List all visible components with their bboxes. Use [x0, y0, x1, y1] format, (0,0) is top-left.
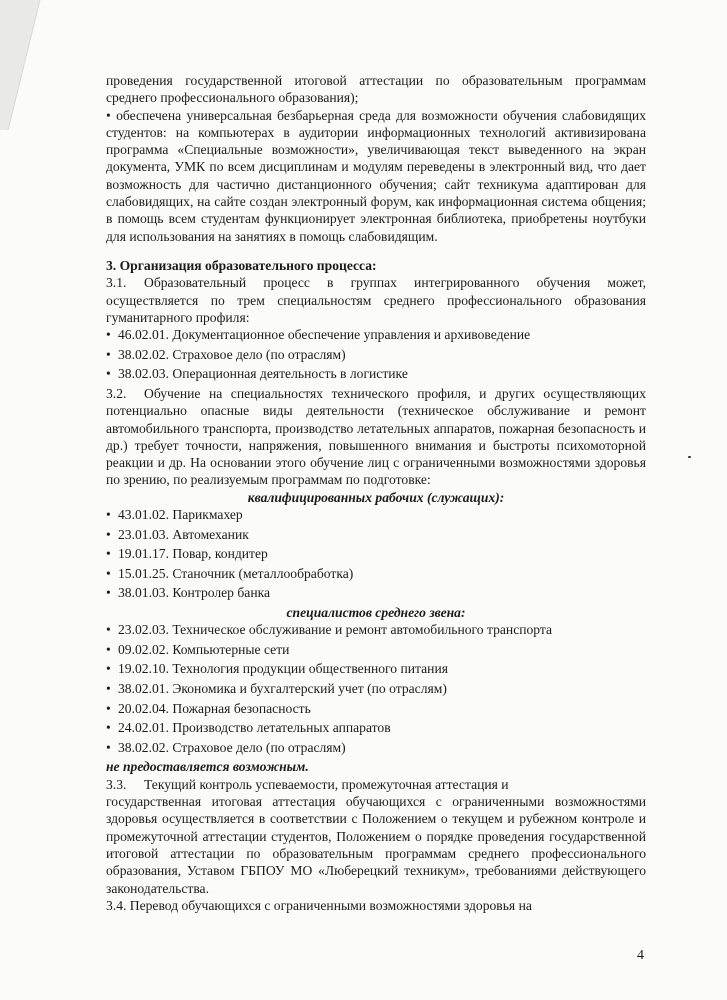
- paragraph-number: 3.1.: [106, 275, 127, 291]
- bullet-icon: •: [106, 346, 111, 362]
- page-number: 4: [637, 948, 644, 963]
- list-item: • 38.01.03. Контролер банка: [106, 585, 271, 601]
- list-item: • 43.01.02. Парикмахер: [106, 507, 243, 523]
- list-item: • 15.01.25. Станочник (металлообработка): [106, 565, 354, 581]
- not-provided-note: не предоставляется возможным.: [106, 759, 309, 775]
- paragraph-number: 3.3.: [106, 776, 127, 792]
- bullet-icon: •: [106, 565, 111, 581]
- list-item: • 19.01.17. Повар, кондитер: [106, 546, 268, 562]
- scan-edge-shadow: [0, 0, 70, 130]
- bullet-icon: •: [106, 546, 111, 562]
- list-item: • 38.02.02. Страховое дело (по отраслям): [106, 739, 346, 755]
- bullet-icon: •: [106, 327, 111, 343]
- bullet-icon: •: [106, 585, 111, 601]
- bullet-icon: •: [106, 661, 111, 677]
- list-item: • 20.02.04. Пожарная безопасность: [106, 700, 311, 716]
- paragraph-accessible-environment: • обеспечена универсальная безбарьерная среда для возможности обучения слабовидящих студентов: на компьютерах в аудитории информационных технологий активизирована программа «Специальные возможности», увеличивающая текст выведенного на экран документа, УМК по всем дисциплинам и модулям переведены в электронный вид, что дает возможность для частично дистанционного обучения; сайт техникума адаптирован для слабовидящих, на сайте создан электронный форум, как информационная система общения; в помощь всем студентам функционирует электронная библиотека, приобретены ноутбуки для использования на занятиях в помощь слабовидящим.: [106, 107, 646, 244]
- bullet-icon: •: [106, 622, 111, 638]
- bullet-icon: •: [106, 641, 111, 657]
- list-item: • 38.02.03. Операционная деятельность в логистике: [106, 366, 408, 382]
- bullet-icon: •: [106, 700, 111, 716]
- list-item: • 38.02.02. Страховое дело (по отраслям): [106, 346, 346, 362]
- paragraph-3-4: 3.4. Перевод обучающихся с ограниченными возможностями здоровья на: [106, 897, 532, 913]
- list-humanitarian: [106, 326, 646, 382]
- bullet-icon: •: [106, 526, 111, 542]
- list-item: • 24.02.01. Производство летательных аппаратов: [106, 720, 391, 736]
- document-body: [106, 72, 646, 914]
- section-heading: 3. Организация образовательного процесса:: [106, 257, 377, 273]
- paragraph-3-2: [106, 385, 646, 489]
- paragraph-text: Образовательный процесс в группах интегрированного обучения может, осуществляется по трем специальностям среднего профессионального образования гуманитарного профиля:: [106, 275, 646, 325]
- bullet-icon: •: [106, 720, 111, 736]
- paragraph-text: Обучение на специальностях технического профиля, и других осуществляющих потенциально опасные виды деятельности (техническое обслуживание и ремонт автомобильного транспорта, производство летательных аппаратов, пожарная безопасность и др.) требует точности, напряжения, повышенного внимания и быстроты психомоторной реакции и др. На основании этого обучение лиц с ограниченными возможностями здоровья по зрению, по реализуемым программам по подготовке:: [106, 385, 646, 488]
- list-item: • 46.02.01. Документационное обеспечение управления и архивоведение: [106, 327, 531, 343]
- list-item: • 23.02.03. Техническое обслуживание и ремонт автомобильного транспорта: [106, 622, 553, 638]
- paragraph-text: Текущий контроль успеваемости, промежуточная аттестация и: [144, 776, 509, 792]
- subheading-specialists: специалистов среднего звена:: [286, 604, 466, 620]
- bullet-icon: •: [106, 681, 111, 697]
- list-specialists: [106, 621, 646, 756]
- list-item: • 09.02.02. Компьютерные сети: [106, 641, 290, 657]
- bullet-icon: •: [106, 366, 111, 382]
- list-workers: [106, 506, 646, 602]
- paragraph-3-3-rest: государственная итоговая аттестация обучающихся с ограниченными возможностями здоровья осуществляется в соответствии с Положением о текущем и рубежном контроле и промежуточной аттестации студентов, Положением о порядке проведения государственной итоговой аттестации по образовательным программам среднего профессионального образования, Уставом ГБПОУ МО «Люберецкий техникум», требованиями действующего законодательства.: [106, 794, 646, 896]
- subheading-workers: квалифицированных рабочих (служащих):: [247, 489, 505, 505]
- paragraph-number: 3.2.: [106, 385, 127, 401]
- bullet-icon: •: [106, 739, 111, 755]
- paragraph-3-3-first-line: [106, 776, 646, 793]
- list-item: • 19.02.10. Технология продукции общественного питания: [106, 661, 448, 677]
- scan-speck: [688, 456, 691, 458]
- bullet-icon: •: [106, 507, 111, 523]
- paragraph-3-1: [106, 274, 646, 326]
- list-item: • 23.01.03. Автомеханик: [106, 526, 249, 542]
- list-item: • 38.02.01. Экономика и бухгалтерский учет (по отраслям): [106, 681, 447, 697]
- paragraph-top-continuation: проведения государственной итоговой аттестации по образовательным программам среднего профессионального образования);: [106, 73, 646, 106]
